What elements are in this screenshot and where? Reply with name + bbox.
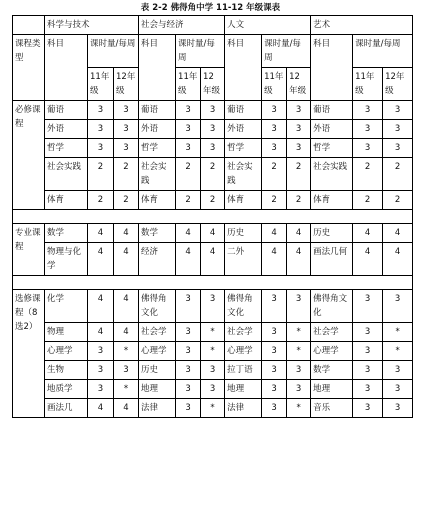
grade-11-hours: 3	[176, 323, 201, 342]
separator-cell	[13, 210, 413, 224]
grade-12-hours: 3	[287, 380, 311, 399]
header-row-groups	[13, 16, 413, 35]
grade-11-hours: 3	[262, 120, 287, 139]
section-label: 专业课程	[13, 224, 45, 276]
subject-cell: 法律	[225, 399, 262, 418]
subject-header: 科目	[311, 35, 353, 101]
table-row	[13, 399, 413, 418]
grade-12-header: 12年级	[287, 68, 311, 101]
grade-11-hours: 2	[262, 158, 287, 191]
subject-cell: 画法几	[45, 399, 88, 418]
grade-11-hours: 3	[176, 139, 201, 158]
table-row	[13, 101, 413, 120]
grade-11-hours: 3	[353, 380, 383, 399]
subject-cell: 社会实践	[139, 158, 176, 191]
grade-11-hours: 3	[176, 120, 201, 139]
grade-11-hours: 4	[262, 243, 287, 276]
grade-12-hours: 2	[201, 191, 225, 210]
grade-12-hours: 3	[383, 399, 413, 418]
grade-12-hours: 4	[383, 224, 413, 243]
grade-11-hours: 2	[262, 191, 287, 210]
header-row-fields	[13, 35, 413, 68]
grade-12-hours: 4	[383, 243, 413, 276]
subject-cell: 社会学	[139, 323, 176, 342]
grade-11-hours: 3	[176, 361, 201, 380]
grade-12-hours: 3	[201, 120, 225, 139]
grade-12-hours: 3	[383, 361, 413, 380]
grade-12-hours: *	[383, 323, 413, 342]
hours-header: 课时量/每周	[262, 35, 311, 68]
grade-12-hours: *	[114, 342, 139, 361]
grade-11-hours: 2	[353, 191, 383, 210]
subject-cell: 地理	[225, 380, 262, 399]
grade-11-hours: 4	[88, 290, 114, 323]
subject-cell: 物理与化学	[45, 243, 88, 276]
subject-cell: 葡语	[311, 101, 353, 120]
subject-cell: 法律	[139, 399, 176, 418]
grade-11-hours: 2	[88, 191, 114, 210]
subject-cell: 地质学	[45, 380, 88, 399]
subject-cell: 画法几何	[311, 243, 353, 276]
grade-12-hours: 3	[201, 101, 225, 120]
grade-11-hours: 3	[353, 290, 383, 323]
grade-11-header: 11年级	[88, 68, 114, 101]
grade-11-header: 11年级	[353, 68, 383, 101]
grade-12-hours: 3	[287, 361, 311, 380]
table-row	[13, 361, 413, 380]
grade-12-hours: 4	[287, 224, 311, 243]
grade-11-header: 11年级	[262, 68, 287, 101]
section-separator-row	[13, 276, 413, 290]
grade-11-hours: 4	[88, 224, 114, 243]
grade-11-hours: 3	[88, 342, 114, 361]
curriculum-table	[12, 15, 413, 418]
grade-11-hours: 3	[88, 139, 114, 158]
subject-cell: 哲学	[225, 139, 262, 158]
subject-cell: 心理学	[139, 342, 176, 361]
grade-11-hours: 3	[262, 290, 287, 323]
grade-12-hours: 3	[383, 380, 413, 399]
grade-12-hours: 2	[287, 191, 311, 210]
subject-cell: 葡语	[225, 101, 262, 120]
subject-cell: 哲学	[45, 139, 88, 158]
grade-11-hours: 3	[353, 323, 383, 342]
grade-12-hours: 4	[201, 243, 225, 276]
grade-12-hours: *	[287, 399, 311, 418]
grade-11-hours: 3	[353, 399, 383, 418]
subject-cell: 拉丁语	[225, 361, 262, 380]
grade-11-hours: 3	[353, 361, 383, 380]
grade-11-hours: 4	[88, 323, 114, 342]
subject-cell: 社会实践	[45, 158, 88, 191]
grade-12-hours: 4	[114, 290, 139, 323]
subject-cell: 哲学	[139, 139, 176, 158]
table-row	[13, 290, 413, 323]
grade-11-hours: 4	[262, 224, 287, 243]
grade-12-hours: 3	[383, 290, 413, 323]
hours-header: 课时量/每周	[176, 35, 225, 68]
subject-cell: 数学	[139, 224, 176, 243]
subject-cell: 体育	[225, 191, 262, 210]
grade-11-hours: 3	[353, 139, 383, 158]
grade-12-hours: *	[201, 342, 225, 361]
subject-cell: 化学	[45, 290, 88, 323]
grade-12-header: 12年级	[383, 68, 413, 101]
subject-cell: 外语	[311, 120, 353, 139]
grade-12-hours: 4	[287, 243, 311, 276]
separator-cell	[13, 276, 413, 290]
grade-12-hours: 3	[114, 101, 139, 120]
grade-12-hours: *	[383, 342, 413, 361]
grade-12-hours: 3	[383, 101, 413, 120]
subject-cell: 数学	[311, 361, 353, 380]
group-header-arts: 艺术	[311, 16, 413, 35]
grade-11-hours: 4	[353, 243, 383, 276]
subject-header: 科目	[139, 35, 176, 101]
grade-12-hours: 3	[383, 120, 413, 139]
grade-11-hours: 3	[353, 342, 383, 361]
subject-header: 科目	[225, 35, 262, 101]
grade-11-hours: 2	[88, 158, 114, 191]
grade-12-hours: 3	[383, 139, 413, 158]
grade-11-hours: 3	[262, 139, 287, 158]
grade-11-header: 11年级	[176, 68, 201, 101]
table-row	[13, 380, 413, 399]
subject-cell: 心理学	[311, 342, 353, 361]
grade-12-hours: 4	[114, 323, 139, 342]
grade-12-hours: 4	[114, 399, 139, 418]
grade-12-hours: 3	[201, 290, 225, 323]
grade-12-hours: 3	[287, 139, 311, 158]
grade-11-hours: 3	[262, 323, 287, 342]
subject-cell: 地理	[311, 380, 353, 399]
grade-11-hours: 2	[176, 158, 201, 191]
grade-12-hours: 3	[287, 101, 311, 120]
subject-cell: 体育	[139, 191, 176, 210]
subject-cell: 社会实践	[311, 158, 353, 191]
table-row	[13, 158, 413, 191]
subject-cell: 外语	[45, 120, 88, 139]
group-header-humanities: 人文	[225, 16, 311, 35]
section-label: 必修课程	[13, 101, 45, 210]
grade-12-hours: 3	[114, 139, 139, 158]
grade-11-hours: 2	[353, 158, 383, 191]
subject-cell: 葡语	[139, 101, 176, 120]
subject-cell: 历史	[311, 224, 353, 243]
row-label-course-type: 课程类型	[13, 35, 45, 101]
grade-11-hours: 2	[176, 191, 201, 210]
grade-11-hours: 3	[262, 399, 287, 418]
subject-cell: 历史	[139, 361, 176, 380]
subject-cell: 历史	[225, 224, 262, 243]
subject-cell: 社会学	[225, 323, 262, 342]
grade-11-hours: 3	[176, 290, 201, 323]
group-header-science: 科学与技术	[45, 16, 139, 35]
grade-12-hours: 2	[201, 158, 225, 191]
subject-cell: 社会学	[311, 323, 353, 342]
grade-11-hours: 3	[176, 399, 201, 418]
grade-12-hours: 3	[287, 290, 311, 323]
grade-12-hours: 2	[383, 191, 413, 210]
grade-11-hours: 4	[88, 399, 114, 418]
grade-11-hours: 4	[88, 243, 114, 276]
subject-cell: 心理学	[45, 342, 88, 361]
grade-12-hours: 3	[114, 120, 139, 139]
subject-cell: 佛得角文化	[311, 290, 353, 323]
subject-cell: 地理	[139, 380, 176, 399]
grade-12-hours: 2	[383, 158, 413, 191]
hours-header: 课时量/每周	[88, 35, 139, 68]
subject-cell: 体育	[45, 191, 88, 210]
table-caption: 表 2-2 佛得角中学 11-12 年级课表	[140, 3, 281, 13]
subject-cell: 数学	[45, 224, 88, 243]
subject-cell: 物理	[45, 323, 88, 342]
table-row	[13, 243, 413, 276]
section-label: 选修课程（8选2）	[13, 290, 45, 418]
grade-11-hours: 3	[88, 101, 114, 120]
table-row	[13, 342, 413, 361]
grade-11-hours: 4	[353, 224, 383, 243]
grade-11-hours: 3	[262, 101, 287, 120]
grade-11-hours: 3	[88, 120, 114, 139]
grade-12-hours: 3	[201, 361, 225, 380]
group-header-social-economic: 社会与经济	[139, 16, 225, 35]
table-row	[13, 323, 413, 342]
subject-cell: 外语	[225, 120, 262, 139]
subject-cell: 哲学	[311, 139, 353, 158]
grade-12-hours: 4	[114, 243, 139, 276]
grade-11-hours: 3	[88, 380, 114, 399]
subject-cell: 心理学	[225, 342, 262, 361]
subject-cell: 社会实践	[225, 158, 262, 191]
grade-11-hours: 3	[353, 120, 383, 139]
grade-12-hours: 2	[287, 158, 311, 191]
grade-12-hours: *	[287, 342, 311, 361]
grade-12-hours: *	[114, 380, 139, 399]
subject-cell: 葡语	[45, 101, 88, 120]
subject-cell: 佛得角文化	[225, 290, 262, 323]
corner-cell	[13, 16, 45, 35]
grade-11-hours: 3	[262, 380, 287, 399]
grade-12-header: 12年级	[114, 68, 139, 101]
grade-12-hours: 4	[201, 224, 225, 243]
grade-11-hours: 3	[176, 101, 201, 120]
hours-header: 课时量/每周	[353, 35, 413, 68]
subject-header: 科目	[45, 35, 88, 101]
subject-cell: 外语	[139, 120, 176, 139]
grade-11-hours: 3	[88, 361, 114, 380]
table-row	[13, 224, 413, 243]
grade-12-hours: *	[201, 399, 225, 418]
grade-12-hours: 3	[201, 380, 225, 399]
table-row	[13, 139, 413, 158]
grade-12-hours: 3	[201, 139, 225, 158]
table-body	[13, 16, 413, 418]
grade-12-hours: 4	[114, 224, 139, 243]
table-row	[13, 120, 413, 139]
grade-12-hours: 2	[114, 158, 139, 191]
subject-cell: 音乐	[311, 399, 353, 418]
section-separator-row	[13, 210, 413, 224]
subject-cell: 二外	[225, 243, 262, 276]
grade-12-hours: 3	[114, 361, 139, 380]
subject-cell: 生物	[45, 361, 88, 380]
subject-cell: 体育	[311, 191, 353, 210]
grade-12-hours: *	[201, 323, 225, 342]
grade-12-hours: 3	[287, 120, 311, 139]
grade-12-header: 12年级	[201, 68, 225, 101]
table-row	[13, 191, 413, 210]
grade-11-hours: 4	[176, 224, 201, 243]
grade-11-hours: 3	[262, 361, 287, 380]
subject-cell: 佛得角文化	[139, 290, 176, 323]
grade-11-hours: 3	[176, 342, 201, 361]
grade-11-hours: 3	[353, 101, 383, 120]
grade-11-hours: 3	[262, 342, 287, 361]
subject-cell: 经济	[139, 243, 176, 276]
grade-12-hours: 2	[114, 191, 139, 210]
grade-11-hours: 4	[176, 243, 201, 276]
grade-11-hours: 3	[176, 380, 201, 399]
grade-12-hours: *	[287, 323, 311, 342]
